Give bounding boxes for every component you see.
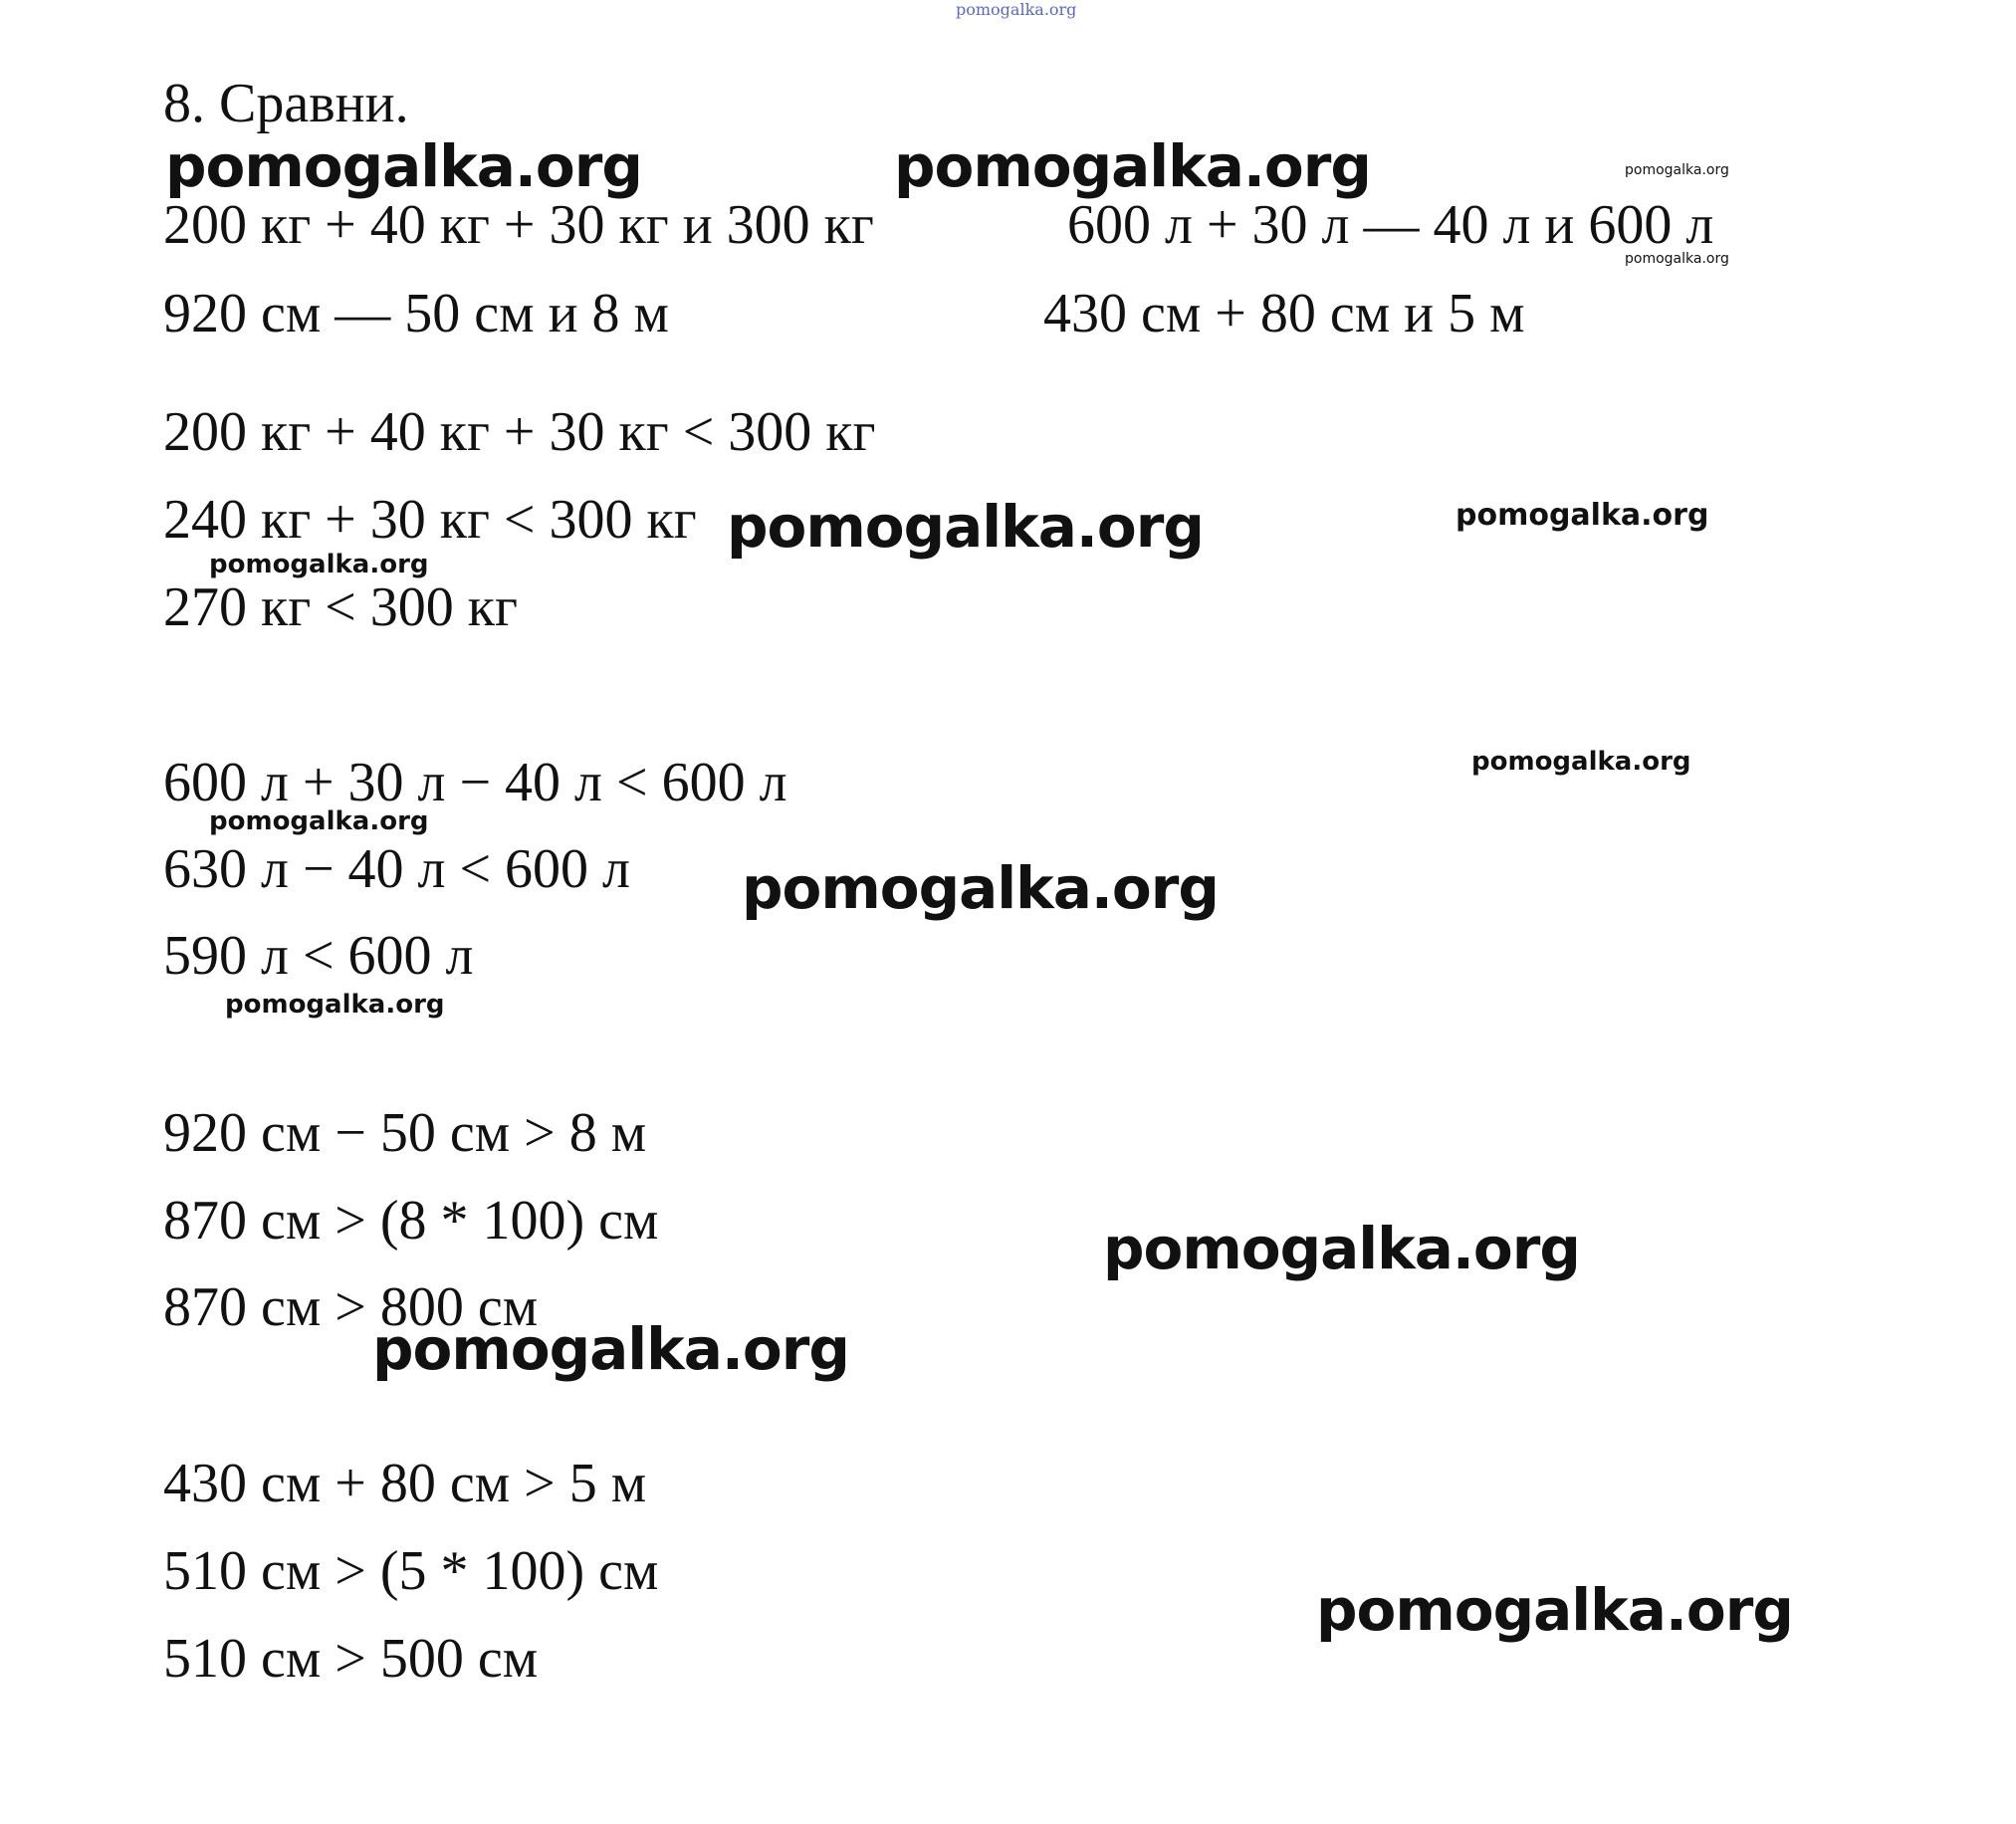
watermark: pomogalka.org	[372, 1315, 849, 1383]
watermark: pomogalka.org	[209, 550, 429, 579]
solution-3-line-1: 920 см − 50 см > 8 м	[163, 1102, 647, 1164]
watermark: pomogalka.org	[894, 132, 1371, 200]
watermark: pomogalka.org	[742, 854, 1219, 922]
watermark: pomogalka.org	[165, 132, 642, 200]
watermark: pomogalka.org	[1471, 747, 1691, 777]
prompt-length-2: 430 см + 80 см и 5 м	[1043, 283, 1525, 344]
watermark: pomogalka.org	[1625, 251, 1729, 267]
prompt-volume: 600 л + 30 л — 40 л и 600 л	[1067, 194, 1714, 256]
task-title: 8. Сравни.	[163, 73, 409, 134]
solution-3-line-3: 870 см > 800 см	[163, 1276, 539, 1338]
solution-4-line-3: 510 см > 500 см	[163, 1628, 539, 1690]
solution-2-line-2: 630 л − 40 л < 600 л	[163, 838, 630, 900]
watermark: pomogalka.org	[727, 493, 1204, 561]
solution-1-line-3: 270 кг < 300 кг	[163, 576, 518, 638]
watermark: pomogalka.org	[1103, 1215, 1580, 1282]
solution-3-line-2: 870 см > (8 * 100) см	[163, 1190, 659, 1252]
solution-2-line-1: 600 л + 30 л − 40 л < 600 л	[163, 752, 787, 813]
solution-4-line-1: 430 см + 80 см > 5 м	[163, 1453, 647, 1514]
watermark: pomogalka.org	[1625, 162, 1729, 178]
solution-4-line-2: 510 см > (5 * 100) см	[163, 1540, 659, 1602]
solution-1-line-1: 200 кг + 40 кг + 30 кг < 300 кг	[163, 401, 876, 463]
watermark: pomogalka.org	[209, 806, 429, 836]
solution-2-line-3: 590 л < 600 л	[163, 925, 474, 987]
watermark: pomogalka.org	[1316, 1576, 1793, 1644]
header-watermark: pomogalka.org	[956, 0, 1077, 19]
watermark: pomogalka.org	[225, 990, 445, 1020]
prompt-length-1: 920 см — 50 см и 8 м	[163, 283, 669, 344]
prompt-mass: 200 кг + 40 кг + 30 кг и 300 кг	[163, 194, 874, 256]
watermark: pomogalka.org	[1456, 498, 1709, 533]
solution-1-line-2: 240 кг + 30 кг < 300 кг	[163, 489, 697, 551]
